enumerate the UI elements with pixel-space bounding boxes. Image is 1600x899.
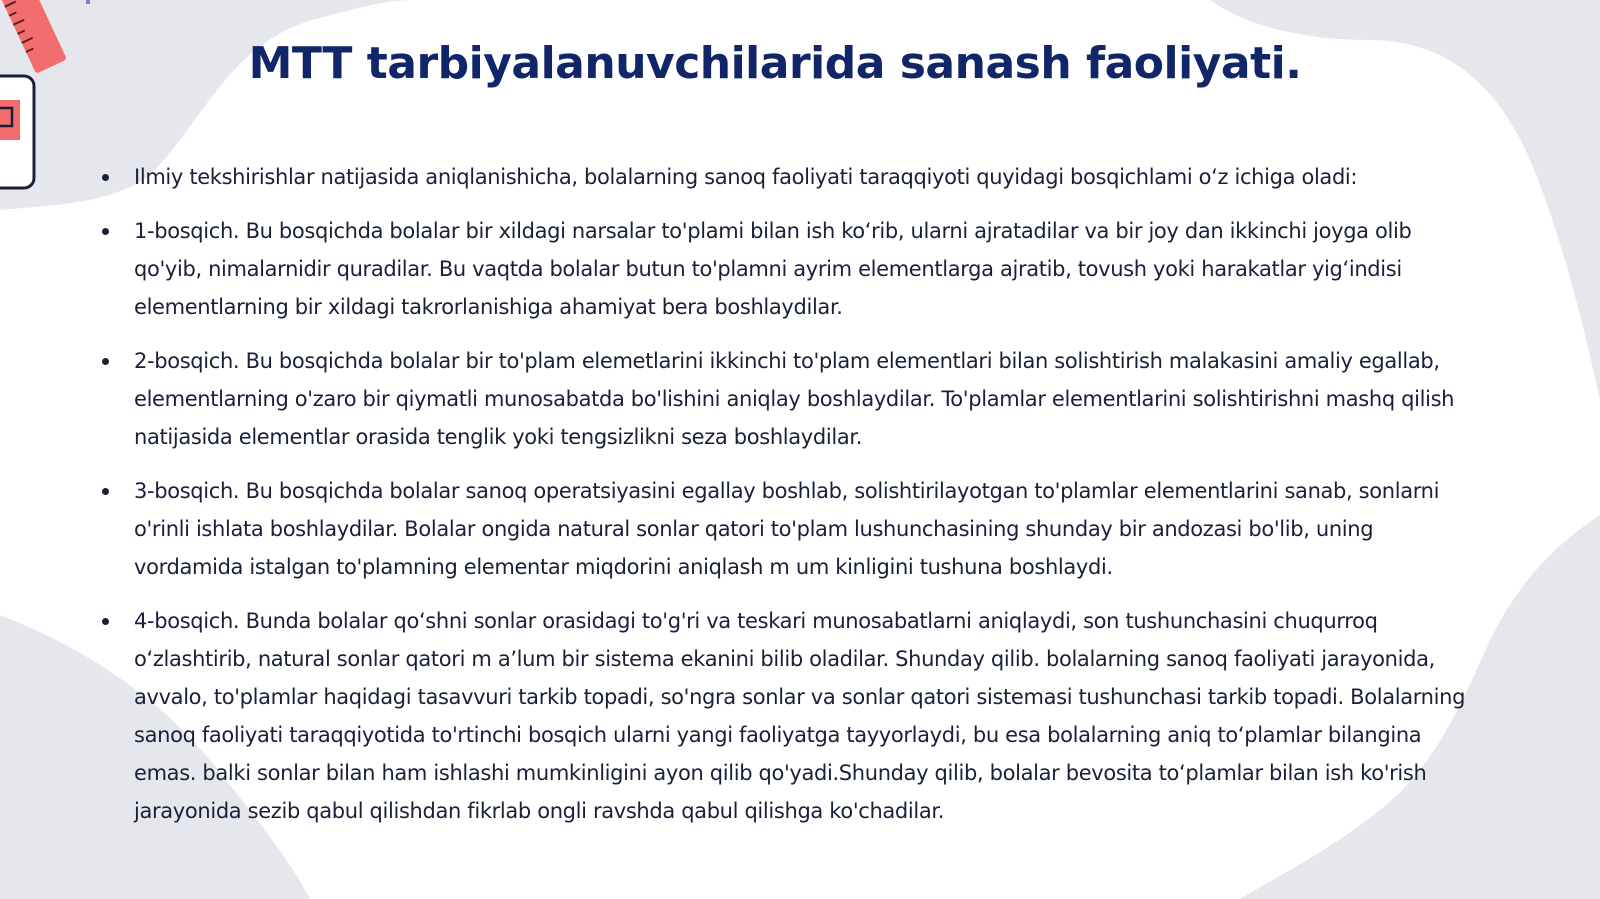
bullet-item	[100, 212, 1480, 326]
bullet-list	[100, 158, 1480, 846]
bullet-dot-icon	[102, 228, 109, 235]
bullet-dot-icon	[102, 174, 109, 181]
bullet-item	[100, 342, 1480, 456]
bullet-item	[100, 158, 1480, 196]
bullet-dot-icon	[102, 358, 109, 365]
bullet-text: 3-bosqich. Bu bosqichda bolalar sanoq operatsiyasini egallay boshlab, solishtirilayotgan to'plamlar elementlarini sanab, sonlarni o'rinli ishlata boshlaydilar. Bolalar ongida natural sonlar qatori to'plam lushunchasining shunday bir andozasi bo'lib, uning vordamida istalgan to'plamning elementar miqdorini aniqlash m um kinligini tushuna boshlaydi.	[134, 479, 1440, 579]
bullet-text: 2-bosqich. Bu bosqichda bolalar bir to'plam elemetlarini ikkinchi to'plam elementlari bilan solishtirish malakasini amaliy egallab, elementlarning o'zaro bir qiymatli munosabatda bo'lishini aniqlay boshlaydilar. To'plamlar elementlarini solishtirishni mashq qilish natijasida elementlar orasida tenglik yoki tengsizlikni seza boshlaydilar.	[134, 349, 1455, 449]
bullet-item	[100, 472, 1480, 586]
bullet-dot-icon	[102, 488, 109, 495]
bullet-text: Ilmiy tekshirishlar natijasida aniqlanishicha, bolalarning sanoq faoliyati taraqqiyoti quyidagi bosqichlami oʻz ichiga oladi:	[134, 165, 1358, 189]
bullet-text: 1-bosqich. Bu bosqichda bolalar bir xildagi narsalar to'plami bilan ish koʻrib, ularni ajratadilar va bir joy dan ikkinchi joyga olib qo'yib, nimalarnidir quradilar. Bu vaqtda bolalar butun to'plamni ayrim elementlarga ajratib, tovush yoki harakatlar yigʻindisi elementlarning bir xildagi takrorlanishiga ahamiyat bera boshlaydilar.	[134, 219, 1412, 319]
slide-title: MTT tarbiyalanuvchilarida sanash faoliyati.	[248, 38, 1302, 89]
bullet-dot-icon	[102, 618, 109, 625]
bullet-text: 4-bosqich. Bunda bolalar qoʻshni sonlar orasidagi to'g'ri va teskari munosabatlarni aniqlaydi, son tushunchasini chuqurroq oʻzlashtirib, natural sonlar qatori m aʼlum bir sistema ekanini bilib oladilar. Shunday qilib. bolalarning sanoq faoliyati jarayonida, avvalo, to'plamlar haqidagi tasavvuri tarkib topadi, so'ngra sonlar va sonlar qatori sistemasi tushunchasi tarkib topadi. Bolalarning sanoq faoliyati taraqqiyotida to'rtinchi bosqich ularni yangi faoliyatga tayyorlaydi, bu esa bolalarning aniq toʻplamlar bilangina emas. balki sonlar bilan ham ishlashi mumkinligini ayon qilib qo'yadi.Shunday qilib, bolalar bevosita toʻplamlar bilan ish ko'rish jarayonida sezib qabul qilishdan fikrlab ongli ravshda qabul qilishga ko'chadilar.	[134, 609, 1466, 823]
bullet-item	[100, 602, 1480, 830]
